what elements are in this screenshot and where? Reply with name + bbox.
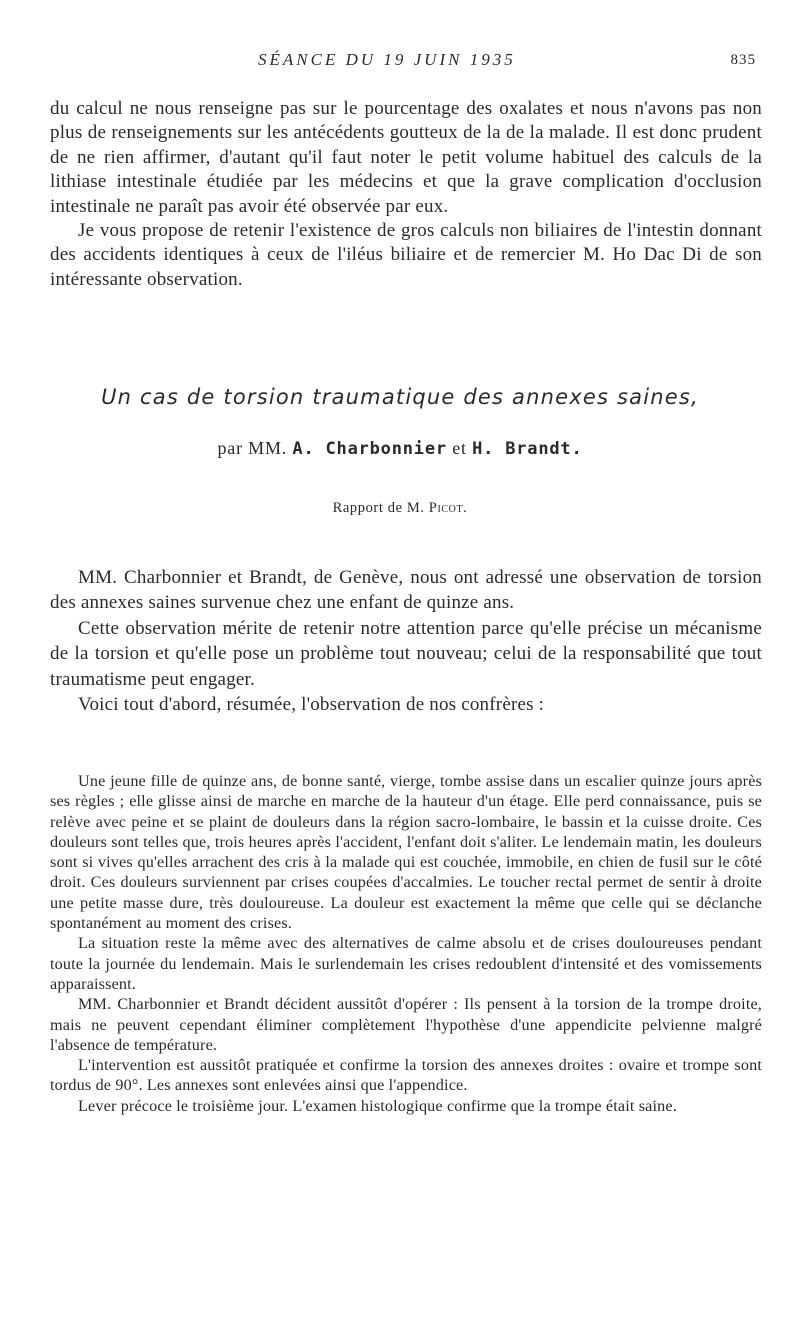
report-author: Picot. <box>428 500 468 516</box>
observation-paragraph: MM. Charbonnier et Brandt décident aussitôt d'opérer : Ils pensent à la torsion de la trompe droite, mais ne peuvent cependant éliminer complètement l'hypothèse d'une appendicite pelvienne malgré l'absence de température. <box>50 995 762 1054</box>
observation-paragraph: L'intervention est aussitôt pratiquée et confirme la torsion des annexes droites : ovaire et trompe sont tordus de 90°. Les annexes sont enlevées ainsi que l'appendice. <box>50 1056 762 1095</box>
main-text <box>50 565 762 717</box>
intro-paragraph: du calcul ne nous renseigne pas sur le pourcentage des oxalates et nous n'avons pas non plus de renseignements sur les antécédents goutteux de la de la malade. Il est donc prudent de ne rien affirmer, d'autant qu'il faut noter le petit volume habituel des calculs de la lithiase intestinale étudiée par les médecins et que la grave complication d'occlusion intestinale ne paraît pas avoir été observée par eux. <box>50 98 762 217</box>
page-number: 835 <box>730 52 756 68</box>
report-attribution <box>0 500 800 517</box>
intro-text <box>50 97 762 292</box>
article-authors <box>0 438 800 459</box>
article-title: Un cas de torsion traumatique des annexes saines, <box>101 385 699 409</box>
main-paragraph: MM. Charbonnier et Brandt, de Genève, nous ont adressé une observation de torsion des annexes saines survenue chez une enfant de quinze ans. <box>50 567 762 614</box>
observation-paragraph: Une jeune fille de quinze ans, de bonne santé, vierge, tombe assise dans un escalier quinze jours après ses règles ; elle glisse ainsi de marche en marche de la hauteur d'un étage. Elle perd connaissance, puis se relève avec peine et se plaint de douleurs dans la région sacro-lombaire, le bassin et la cuisse droite. Ces douleurs sont telles que, trois heures après l'accident, l'enfant doit s'aliter. Le lendemain matin, les douleurs sont si vives qu'elles arrachent des cris à la malade qui est couchée, immobile, en chien de fusil sur le côté droit. Ces douleurs surviennent par crises coupées d'accalmies. Le toucher rectal permet de sentir à droite une petite masse dure, très douloureuse. La douleur est exactement la même que celle qui se déclanche spontanément au moment des crises. <box>50 772 762 933</box>
report-prefix: Rapport de M. <box>332 500 425 516</box>
observation-paragraph: La situation reste la même avec des alternatives de calme absolu et de crises douloureuses pendant toute la journée du lendemain. Mais le surlendemain les crises redoublent d'intensité et des vomissements apparaissent. <box>50 934 762 993</box>
running-title: SÉANCE DU 19 JUIN 1935 <box>258 50 516 69</box>
main-paragraph: Cette observation mérite de retenir notre attention parce qu'elle précise un mécanisme de la torsion et qu'elle pose un problème tout nouveau; celui de la responsabilité que tout traumatisme peut engager. <box>50 617 762 690</box>
authors-prefix: par MM. <box>217 438 288 458</box>
author-name: A. Charbonnier <box>292 439 447 459</box>
case-observation <box>50 771 762 1116</box>
observation-paragraph: Lever précoce le troisième jour. L'examen histologique confirme que la trompe était saine. <box>78 1096 677 1115</box>
intro-paragraph: Je vous propose de retenir l'existence de gros calculs non biliaires de l'intestin donnant des accidents identiques à ceux de l'iléus biliaire et de remercier M. Ho Dac Di de son intéressante observation. <box>50 220 762 290</box>
authors-join: et <box>452 438 467 458</box>
main-paragraph: Voici tout d'abord, résumée, l'observation de nos confrères : <box>78 694 545 716</box>
author-name: H. Brandt. <box>472 439 583 459</box>
running-header <box>0 50 800 74</box>
